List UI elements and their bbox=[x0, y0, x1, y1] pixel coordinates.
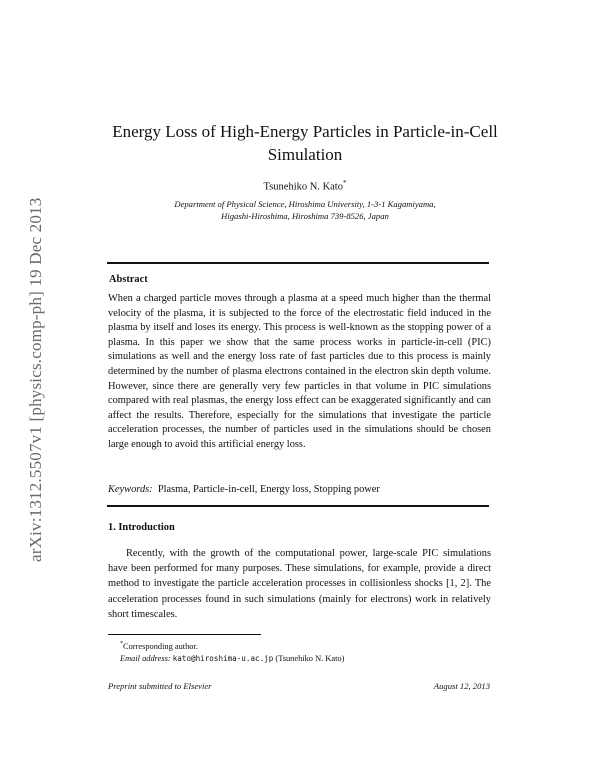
abstract-bottom-rule bbox=[107, 505, 489, 507]
author-footnote-mark: * bbox=[342, 179, 347, 187]
affiliation-line-2: Higashi-Hiroshima, Hiroshima 739-8526, Japan bbox=[221, 211, 389, 221]
abstract-heading: Abstract bbox=[109, 274, 148, 285]
footnote-label: Corresponding author. bbox=[123, 641, 198, 651]
footnote-email-line bbox=[120, 653, 344, 665]
email-author-name: (Tsunehiko N. Kato) bbox=[275, 653, 345, 663]
author-name: Tsunehiko N. Kato bbox=[263, 181, 343, 193]
keywords-list: Plasma, Particle-in-cell, Energy loss, Stopping power bbox=[157, 484, 380, 495]
section-heading-introduction: 1. Introduction bbox=[108, 522, 175, 533]
affiliation bbox=[95, 198, 515, 222]
keywords-label: Keywords: bbox=[108, 484, 153, 495]
introduction-text: Recently, with the growth of the computational power, large-scale PIC simulations have been performed for many purposes. These simulations, for example, provide a direct method to investigate the particle acceleration processes in collisionless shocks [1, 2]. The acceleration processes found in such simulations (mainly for electrons) work in relatively short timescales. bbox=[108, 548, 491, 620]
footnote-mark: * bbox=[120, 641, 123, 647]
paper-title: Energy Loss of High-Energy Particles in Particle-in-Cell Simulation bbox=[112, 122, 498, 164]
footer-date: August 12, 2013 bbox=[433, 681, 490, 691]
keywords-line bbox=[108, 484, 491, 495]
footnote-corresponding bbox=[120, 638, 344, 653]
footnote bbox=[120, 638, 344, 665]
footer-preprint: Preprint submitted to Elsevier bbox=[108, 681, 212, 691]
abstract-text: When a charged particle moves through a plasma at a speed much higher than the thermal velocity of the plasma, it is subjected to the force of the electrostatic field induced in the plasma by itself and loses its energy. This process is well-known as the stopping power of a plasma. In this paper we show that the same process works in particle-in-cell (PIC) simulations as well and the energy loss rate of fast particles due to this process is mainly determined by the number of plasma electrons contained in the electron skin depth volume. However, since there are generally very few particles in that volume in PIC simulations compared with real plasmas, the energy loss effect can be exaggerated significantly and can affect the results. Therefore, especially for the simulations that investigate the particle acceleration processes, the number of particles used in the simulations should be chosen large enough to avoid this artificial energy loss. bbox=[108, 293, 491, 450]
email-address[interactable]: kato@hiroshima-u.ac.jp bbox=[172, 653, 274, 663]
abstract-top-rule bbox=[107, 262, 489, 264]
affiliation-line-1: Department of Physical Science, Hiroshima University, 1-3-1 Kagamiyama, bbox=[174, 199, 436, 209]
email-label: Email address: bbox=[120, 653, 171, 663]
arxiv-identifier: arXiv:1312.5507v1 [physics.comp-ph] 19 Dec 2013 bbox=[26, 197, 45, 562]
footnote-rule bbox=[108, 634, 261, 635]
author-line bbox=[95, 179, 515, 193]
